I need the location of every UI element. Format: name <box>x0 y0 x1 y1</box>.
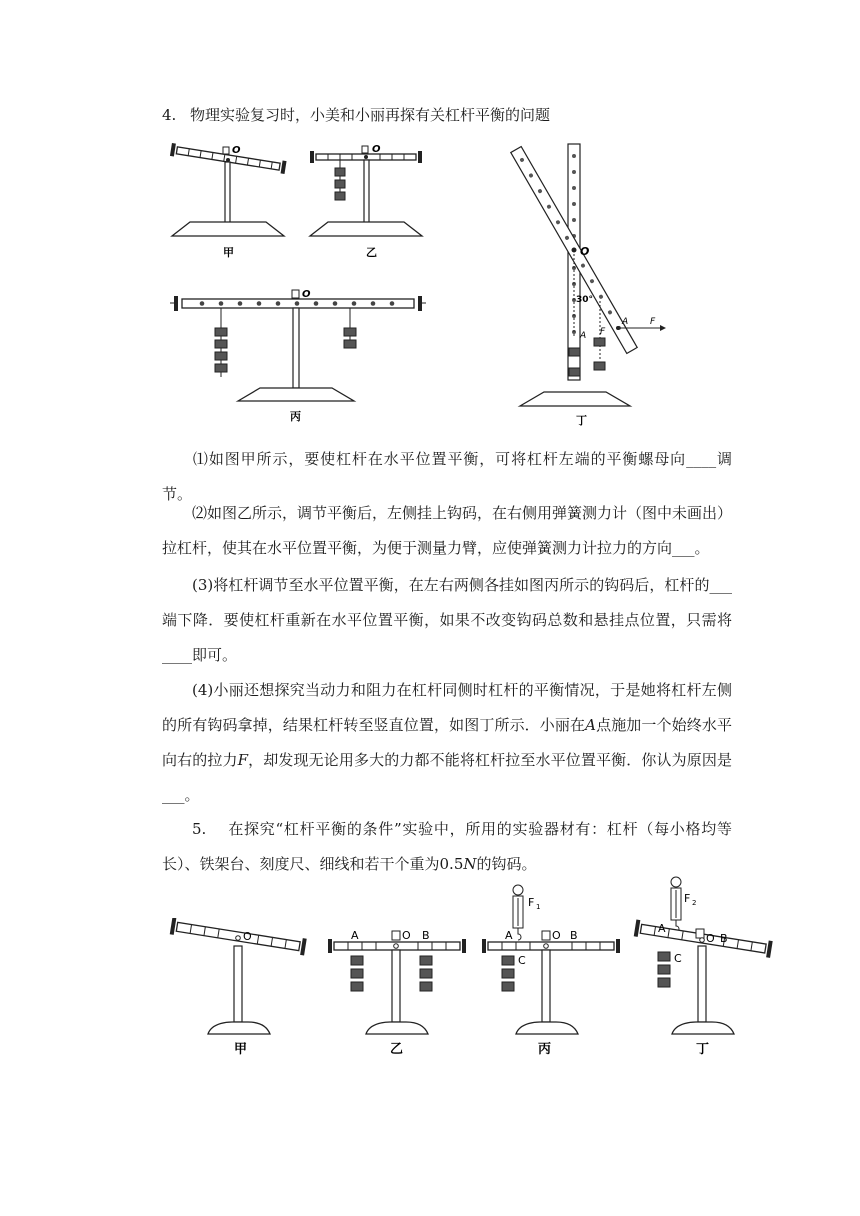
q5-ding-b-label: B <box>720 932 728 945</box>
q4-ding-f-label: F <box>650 317 656 327</box>
q4-part3-end: 即可。 <box>192 646 238 664</box>
q4-part1-text: ⑴如图甲所示，要使杠杆在水平位置平衡，可将杠杆左端的平衡螺母向 <box>192 450 687 468</box>
q4-jia-o-label: O <box>232 145 241 156</box>
q4-jia-caption: 甲 <box>223 246 234 259</box>
q4-part3-text2: 端下降．要使杠杆重新在水平位置平衡，如果不改变钩码总数和悬挂点位置，只需将 <box>162 611 732 629</box>
q4-title <box>162 104 550 125</box>
q4-part4-text3: ，却发现无论用多大的力都不能将杠杆拉至水平位置平衡．你认为原因是 <box>248 751 732 769</box>
q5-yi-o-label: O <box>402 929 411 942</box>
q4-figure-jia <box>168 140 288 265</box>
q5-ding-f-label: F <box>684 892 691 905</box>
q4-yi-o-label: O <box>372 144 381 155</box>
q5-ding-c-label: C <box>674 952 682 965</box>
q4-number: 4. <box>162 106 177 124</box>
q5-bing-b-label: B <box>570 929 578 942</box>
q5-figure-jia <box>166 918 312 1060</box>
q4-part1-blank: ____ <box>686 450 717 468</box>
q5-ding-o-label: O <box>706 932 715 945</box>
q4-part4-force-f: F <box>237 751 249 769</box>
q5-yi-caption: 乙 <box>390 1042 404 1057</box>
q4-part3-text: (3)将杠杆调节至水平位置平衡，在左右两侧各挂如图丙所示的钩码后，杠杆的 <box>192 576 710 594</box>
q5-text-main: 在探究“杠杆平衡的条件”实验中，所用的实验器材有：杠杆（每小格均等长）、铁架台、刻度尺、细线和若干个重为 <box>162 820 732 873</box>
q4-part2-blank: ___ <box>672 539 695 557</box>
q5-bing-caption: 丙 <box>538 1042 552 1057</box>
q5-bing-c-label: C <box>518 954 526 967</box>
q4-part2 <box>162 496 732 566</box>
q4-bing-o-label: O <box>302 289 311 300</box>
q4-ding-angle-label: 30° <box>576 295 594 305</box>
q5-bing-a-label: A <box>505 929 513 942</box>
q4-part2-end: 。 <box>694 539 710 557</box>
q4-ding-a-label: A <box>622 317 629 327</box>
q5-yi-b-label: B <box>422 929 430 942</box>
q4-title-text: 物理实验复习时，小美和小丽再探有关杠杆平衡的问题 <box>190 106 551 124</box>
q4-part3-blank1: ___ <box>709 576 732 594</box>
q5-weight-value: 0.5 <box>439 855 464 873</box>
q4-figure-yi <box>306 140 426 265</box>
q5-ding-f-sub: 2 <box>692 899 697 907</box>
q4-ding-f-label-low: F <box>600 327 606 337</box>
q5-bing-f-label: F <box>528 896 535 909</box>
q4-bing-caption: 丙 <box>290 410 301 423</box>
q5-figure-yi <box>324 918 470 1060</box>
q4-part4-text2: 点施加一个始终水平向右的拉力 <box>162 716 732 769</box>
q5-jia-o-label: O <box>243 930 252 943</box>
q4-part4-blank: ___ <box>162 786 185 804</box>
q4-ding-a-label-low: A <box>580 331 587 341</box>
q4-figure-bing <box>168 284 428 424</box>
q4-ding-caption: 丁 <box>576 414 587 427</box>
q5-number: 5. <box>192 820 207 838</box>
q4-part3 <box>162 568 732 673</box>
q4-ding-o-label: O <box>580 245 590 258</box>
q5-weight-unit: N <box>463 855 477 873</box>
q5-bing-f-sub: 1 <box>536 903 541 911</box>
q4-part4 <box>162 673 732 813</box>
q4-figure-ding <box>510 138 690 428</box>
q4-part4-point-a: A <box>585 716 596 734</box>
q4-part1-end: 调节。 <box>162 450 732 503</box>
q5-yi-a-label: A <box>351 929 359 942</box>
q5-ding-caption: 丁 <box>696 1042 710 1057</box>
q4-part2-text: ⑵如图乙所示，调节平衡后，左侧挂上钩码，在右侧用弹簧测力计（图中未画出）拉杠杆，使其在水平位置平衡，为便于测量力臂，应使弹簧测力计拉力的方向 <box>162 504 733 557</box>
q5-text-end: 的钩码。 <box>476 855 537 873</box>
q4-part3-blank2: ____ <box>162 646 192 664</box>
q5-bing-o-label: O <box>552 929 561 942</box>
q4-part4-end: 。 <box>184 786 200 804</box>
q4-yi-caption: 乙 <box>366 246 377 259</box>
q4-part4-text: (4)小丽还想探究当动力和阻力在杠杆同侧时杠杆的平衡情况，于是她将杠杆左侧的所有钩码拿掉，结果杠杆转至竖直位置，如图丁所示．小丽在 <box>162 681 732 734</box>
q5-figure-bing <box>478 884 624 1060</box>
q5-jia-caption: 甲 <box>234 1042 248 1057</box>
q5-figure-ding <box>630 872 780 1060</box>
q5-ding-a-label: A <box>658 922 666 935</box>
